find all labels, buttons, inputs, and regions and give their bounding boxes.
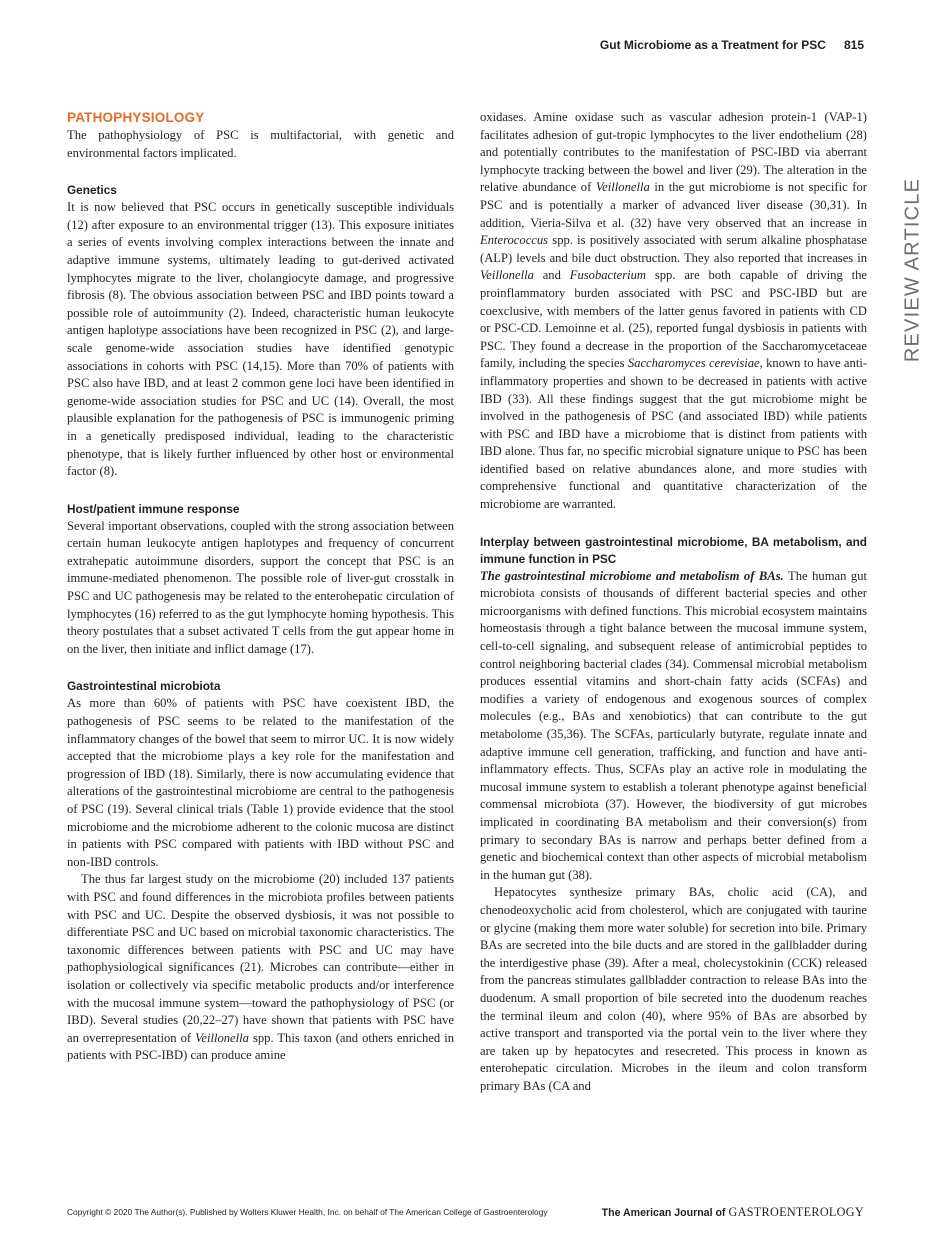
genetics-heading: Genetics — [67, 183, 117, 198]
page-number: 815 — [843, 38, 864, 52]
host-response-heading: Host/patient immune response — [67, 501, 240, 516]
microbiota-paragraph-2: The thus far largest study on the microbiome (20) included 137 patients with PSC and found differences in the microbiota profiles between patients with PSC and UC. Despite the observed dysbiosis, it was not possible to differentiate PSC and UC based on microbial taxonomic characteristics. The taxonomic differences between patients with PSC and UC may have pathophysiological significances (21). Microbes can contribute—either in isolation or collectively via specific metabolic products and/or interference with the mucosal immune system—toward the pathophysiology of PSC (or IBD). Several studies (20,22–27) have shown that patients with PSC have an overrepresentation of Veillonella spp. This taxon (and others enriched in patients with PSC-IBD) can produce amine — [67, 872, 454, 1063]
side-label — [893, 170, 933, 370]
section-intro: The pathophysiology of PSC is multifactorial, with genetic and environmental factors implicated. — [67, 128, 454, 160]
running-title: Gut Microbiome as a Treatment for PSC — [599, 38, 826, 52]
right-column — [480, 109, 867, 1095]
genus-name: Veillonella — [195, 1030, 249, 1045]
right-paragraph-2: The gastrointestinal microbiome and metabolism of BAs. The human gut microbiota consists of thousands of different bacterial species and other microorganisms with defined functions. This microbial ecosystem maintains homeostasis through a tight balance between the mucosal immune system, cell-to-cell signaling, and subsequent release of antimicrobial peptides to control neighboring bacterial clades (34). Commensal microbial metabolism produces essential vitamins and short-chain fatty acids (SCFAs) and modifies a variety of endogenous and exogenous sources of complex molecules (e.g., BAs and xenobiotics) that can contribute to the gut metabolome (35,36). The SCFAs, particularly butyrate, regulate innate and adaptive immune cell generation, trafficking, and function and have anti-inflammatory effects. Thus, SCFAs play an active role in modulating the mucosal immune system to establish a tolerant phenotype against beneficial commensal microbiota (37). However, the biodiversity of gut microbes implicated in coordinating BA metabolism and their conversion(s) from primary to secondary BAs is narrow and perhaps better defined from a genetic and biochemical context than other aspects of microbial metabolism in the human gut (38). — [480, 568, 867, 882]
right-paragraph-1: oxidases. Amine oxidase such as vascular adhesion protein-1 (VAP-1) facilitates adhesion of gut-tropic lymphocytes to the liver endothelium (28) and potentially contributes to the manifestation of PSC-IBD via aberrant lymphocyte tracking between the bowel and liver (29). The alteration in the relative abundance of Veillonella in the gut microbiome is not specific for PSC and is potentially a marker of advanced liver disease (30,31). In addition, Vieria-Silva et al. (32) have very observed that an increase in Enterococcus spp. is positively associated with serum alkaline phosphatase (ALP) levels and bile duct obstruction. They also reported that increases in Veillonella and Fusobacterium spp. are both capable of driving the proinflammatory burden associated with PSC and PSC-IBD but are coexclusive, with members of the latter genus favored in patients with CD or PSC-CD. Lemoinne et al. (25), reported fungal dysbiosis in patients with PSC. They found a decrease in the proportion of the Saccharomycetaceae family, including the species Saccharomyces cerevisiae, known to have anti-inflammatory properties and shown to be decreased in patients with active IBD (33). All these findings suggest that the gut microbiome might be involved in the pathogenesis of PSC (and associated IBD) while patients with PSC and IBD have a microbiome that is distinct from patients with IBD alone. Thus far, no specific microbial signature unique to PSC has been identified based on relative abundances alone, and more studies with comprehensive functional and quantitative characterization of the microbiome are warranted. — [480, 110, 868, 512]
running-head — [600, 38, 864, 52]
left-column — [67, 109, 454, 1065]
runin-heading: The gastrointestinal microbiome and metabolism of BAs. — [480, 568, 784, 583]
journal-name: The American Journal of GASTROENTEROLOGY — [601, 1205, 864, 1219]
section-title: PATHOPHYSIOLOGY — [67, 110, 205, 125]
page-footer — [67, 1205, 864, 1221]
interplay-heading: Interplay between gastrointestinal microbiome, BA metabolism, and immune function in PSC — [480, 534, 867, 566]
host-response-paragraph: Several important observations, coupled with the strong association between certain human leukocyte antigen haplotypes and frequency of concurrent extrahepatic autoimmune disorders, support the concept that PSC is an immune-mediated phenomenon. The possible role of liver-gut crosstalk in PSC and UC pathogenesis may be related to the enterohepatic circulation of lymphocytes (16) referred to as the gut lymphocyte homing hypothesis. This theory postulates that a subset activated T cells from the gut appear home in on the liver, then initiate and inflict damage (17). — [67, 518, 454, 656]
copyright-notice: Copyright © 2020 The Author(s). Published by Wolters Kluwer Health, Inc. on behalf of The American College of Gastroenterology — [67, 1207, 548, 1217]
genetics-paragraph: It is now believed that PSC occurs in genetically susceptible individuals (12) after exposure to an environmental trigger (13). This exposure initiates a series of events involving complex interactions between the innate and adaptive immune systems, ultimately leading to gut-derived activated lymphocytes migrate to the liver, cholangiocyte damage, and progressive fibrosis (8). The obvious association between PSC and IBD points toward a possible role of autoimmunity (2). Indeed, characteristic human leukocyte antigen haplotype associations have been recognized in PSC (2), and large-scale genome-wide association studies have identified genotypic associations in cohorts with PSC (14,15). More than 70% of patients with PSC also have IBD, and at least 2 common gene loci have been identified in genome-wide association studies for PSC and UC (14). Overall, the most plausible explanation for the pathogenesis of PSC is immunogenic priming in a genetically predisposed individual, leading to the characteristic phenotype, that is likely further influenced by other host or environmental factor (8). — [67, 200, 454, 479]
microbiota-paragraph-1: As more than 60% of patients with PSC have coexistent IBD, the pathogenesis of PSC seems to be related to the manifestation of the inflammatory changes of the bowel that seem to mirror UC. It is now widely accepted that the microbiome plays a key role for the manifestation and progression of IBD (18). Similarly, there is now accumulating evidence that alterations of the gastrointestinal microbiome are central to the pathogenesis of PSC (19). Several clinical trials (Table 1) provide evidence that the stool microbiome and the microbiome adherent to the colonic mucosa are distinct in patients with PSC compared with patients with IBD without PSC and non-IBD controls. — [67, 696, 454, 869]
microbiota-heading: Gastrointestinal microbiota — [67, 679, 221, 694]
right-paragraph-3: Hepatocytes synthesize primary BAs, cholic acid (CA), and chenodeoxycholic acid from cholesterol, which are conjugated with taurine or glycine (making them more water soluble) for secretion into bile. Primary BAs are secreted into the bile ducts and are stored in the gallbladder during the interdigestive phase (39). After a meal, cholecystokinin (CCK) released from the pancreas stimulates gallbladder contraction to release BAs into the duodenum. A small proportion of bile secreted into the duodenum reaches the terminal ileum and colon (40), where 95% of BAs are absorbed by active transport and transported via the portal vein to the liver where they are taken up by hepatocytes and resecreted. This process in known as enterohepatic circulation. Microbes in the ileum and colon transform primary BAs (CA and — [480, 885, 867, 1093]
article-type-label: REVIEW ARTICLE — [901, 177, 924, 363]
